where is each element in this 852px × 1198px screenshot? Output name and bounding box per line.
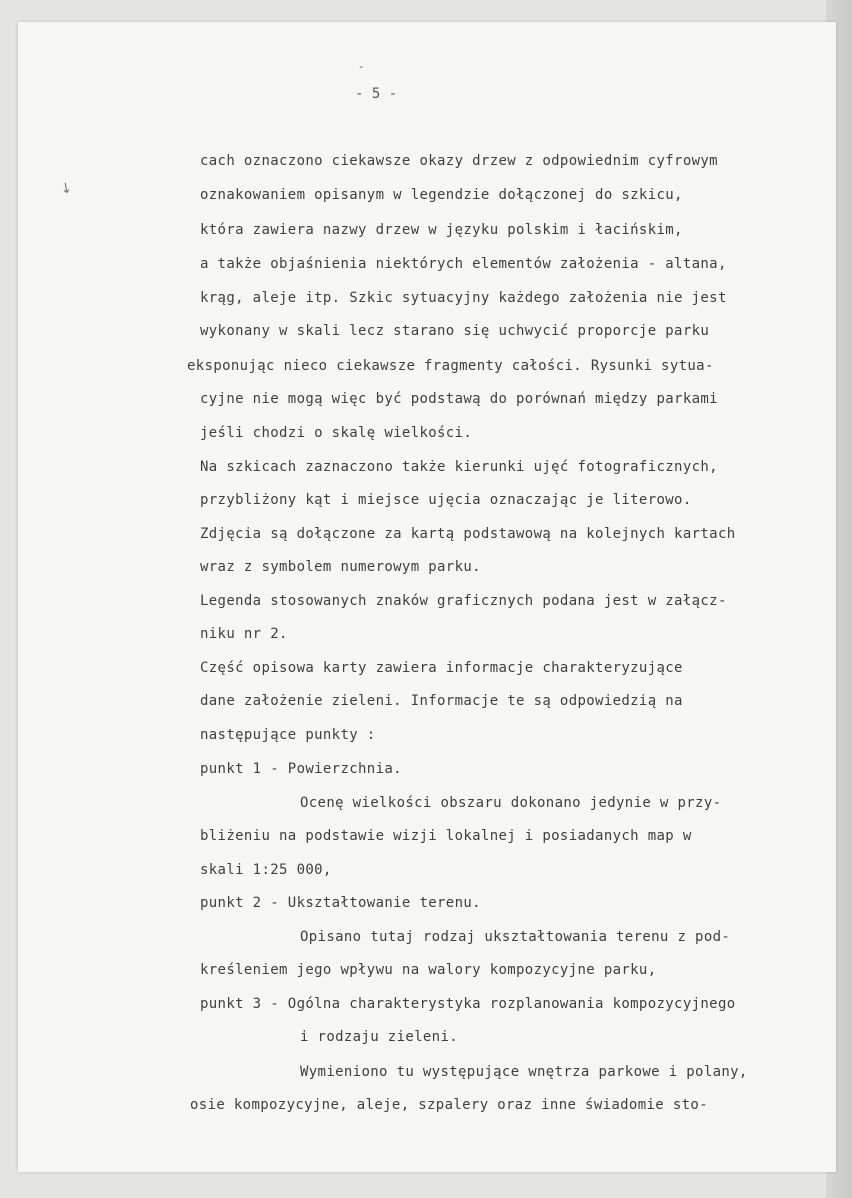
- margin-arrow-mark: ↘: [56, 178, 76, 198]
- text-line: Ocenę wielkości obszaru dokonano jedynie w przy-: [300, 795, 722, 811]
- text-line: bliżeniu na podstawie wizji lokalnej i posiadanych map w: [200, 828, 692, 844]
- text-line: przybliżony kąt i miejsce ujęcia oznaczając je literowo.: [200, 492, 692, 508]
- text-line: a także objaśnienia niektórych elementów założenia - altana,: [200, 256, 727, 272]
- text-line: punkt 1 - Powierzchnia.: [200, 761, 402, 777]
- text-line: Wymieniono tu występujące wnętrza parkowe i polany,: [300, 1064, 748, 1080]
- text-line: niku nr 2.: [200, 626, 288, 642]
- text-line: osie kompozycyjne, aleje, szpalery oraz inne świadomie sto-: [190, 1097, 708, 1113]
- text-line: i rodzaju zieleni.: [300, 1029, 459, 1045]
- text-line: oznakowaniem opisanym w legendzie dołączonej do szkicu,: [200, 187, 683, 203]
- text-line: Legenda stosowanych znaków graficznych podana jest w załącz-: [200, 593, 727, 609]
- text-line: następujące punkty :: [200, 727, 376, 743]
- text-line: Na szkicach zaznaczono także kierunki ujęć fotograficznych,: [200, 459, 718, 475]
- text-line: Opisano tutaj rodzaj ukształtowania terenu z pod-: [300, 929, 731, 945]
- text-line: cyjne nie mogą więc być podstawą do porównań między parkami: [200, 391, 718, 407]
- text-line: kreśleniem jego wpływu na walory kompozycyjne parku,: [200, 962, 657, 978]
- text-line: eksponując nieco ciekawsze fragmenty całości. Rysunki sytua-: [187, 358, 714, 374]
- text-line: dane założenie zieleni. Informacje te są odpowiedzią na: [200, 693, 683, 709]
- text-line: cach oznaczono ciekawsze okazy drzew z odpowiednim cyfrowym: [200, 153, 718, 169]
- text-line: krąg, aleje itp. Szkic sytuacyjny każdego założenia nie jest: [200, 290, 727, 306]
- text-line: skali 1:25 000,: [200, 862, 332, 878]
- top-mark: -: [358, 60, 365, 73]
- page-number: - 5 -: [355, 86, 398, 102]
- text-line: która zawiera nazwy drzew w języku polskim i łacińskim,: [200, 222, 683, 238]
- text-line: punkt 2 - Ukształtowanie terenu.: [200, 895, 481, 911]
- text-line: jeśli chodzi o skalę wielkości.: [200, 425, 473, 441]
- text-line: wraz z symbolem numerowym parku.: [200, 559, 481, 575]
- text-line: wykonany w skali lecz starano się uchwycić proporcje parku: [200, 323, 710, 339]
- text-line: Zdjęcia są dołączone za kartą podstawową na kolejnych kartach: [200, 526, 736, 542]
- text-line: punkt 3 - Ogólna charakterystyka rozplanowania kompozycyjnego: [200, 996, 736, 1012]
- text-line: Część opisowa karty zawiera informacje charakteryzujące: [200, 660, 683, 676]
